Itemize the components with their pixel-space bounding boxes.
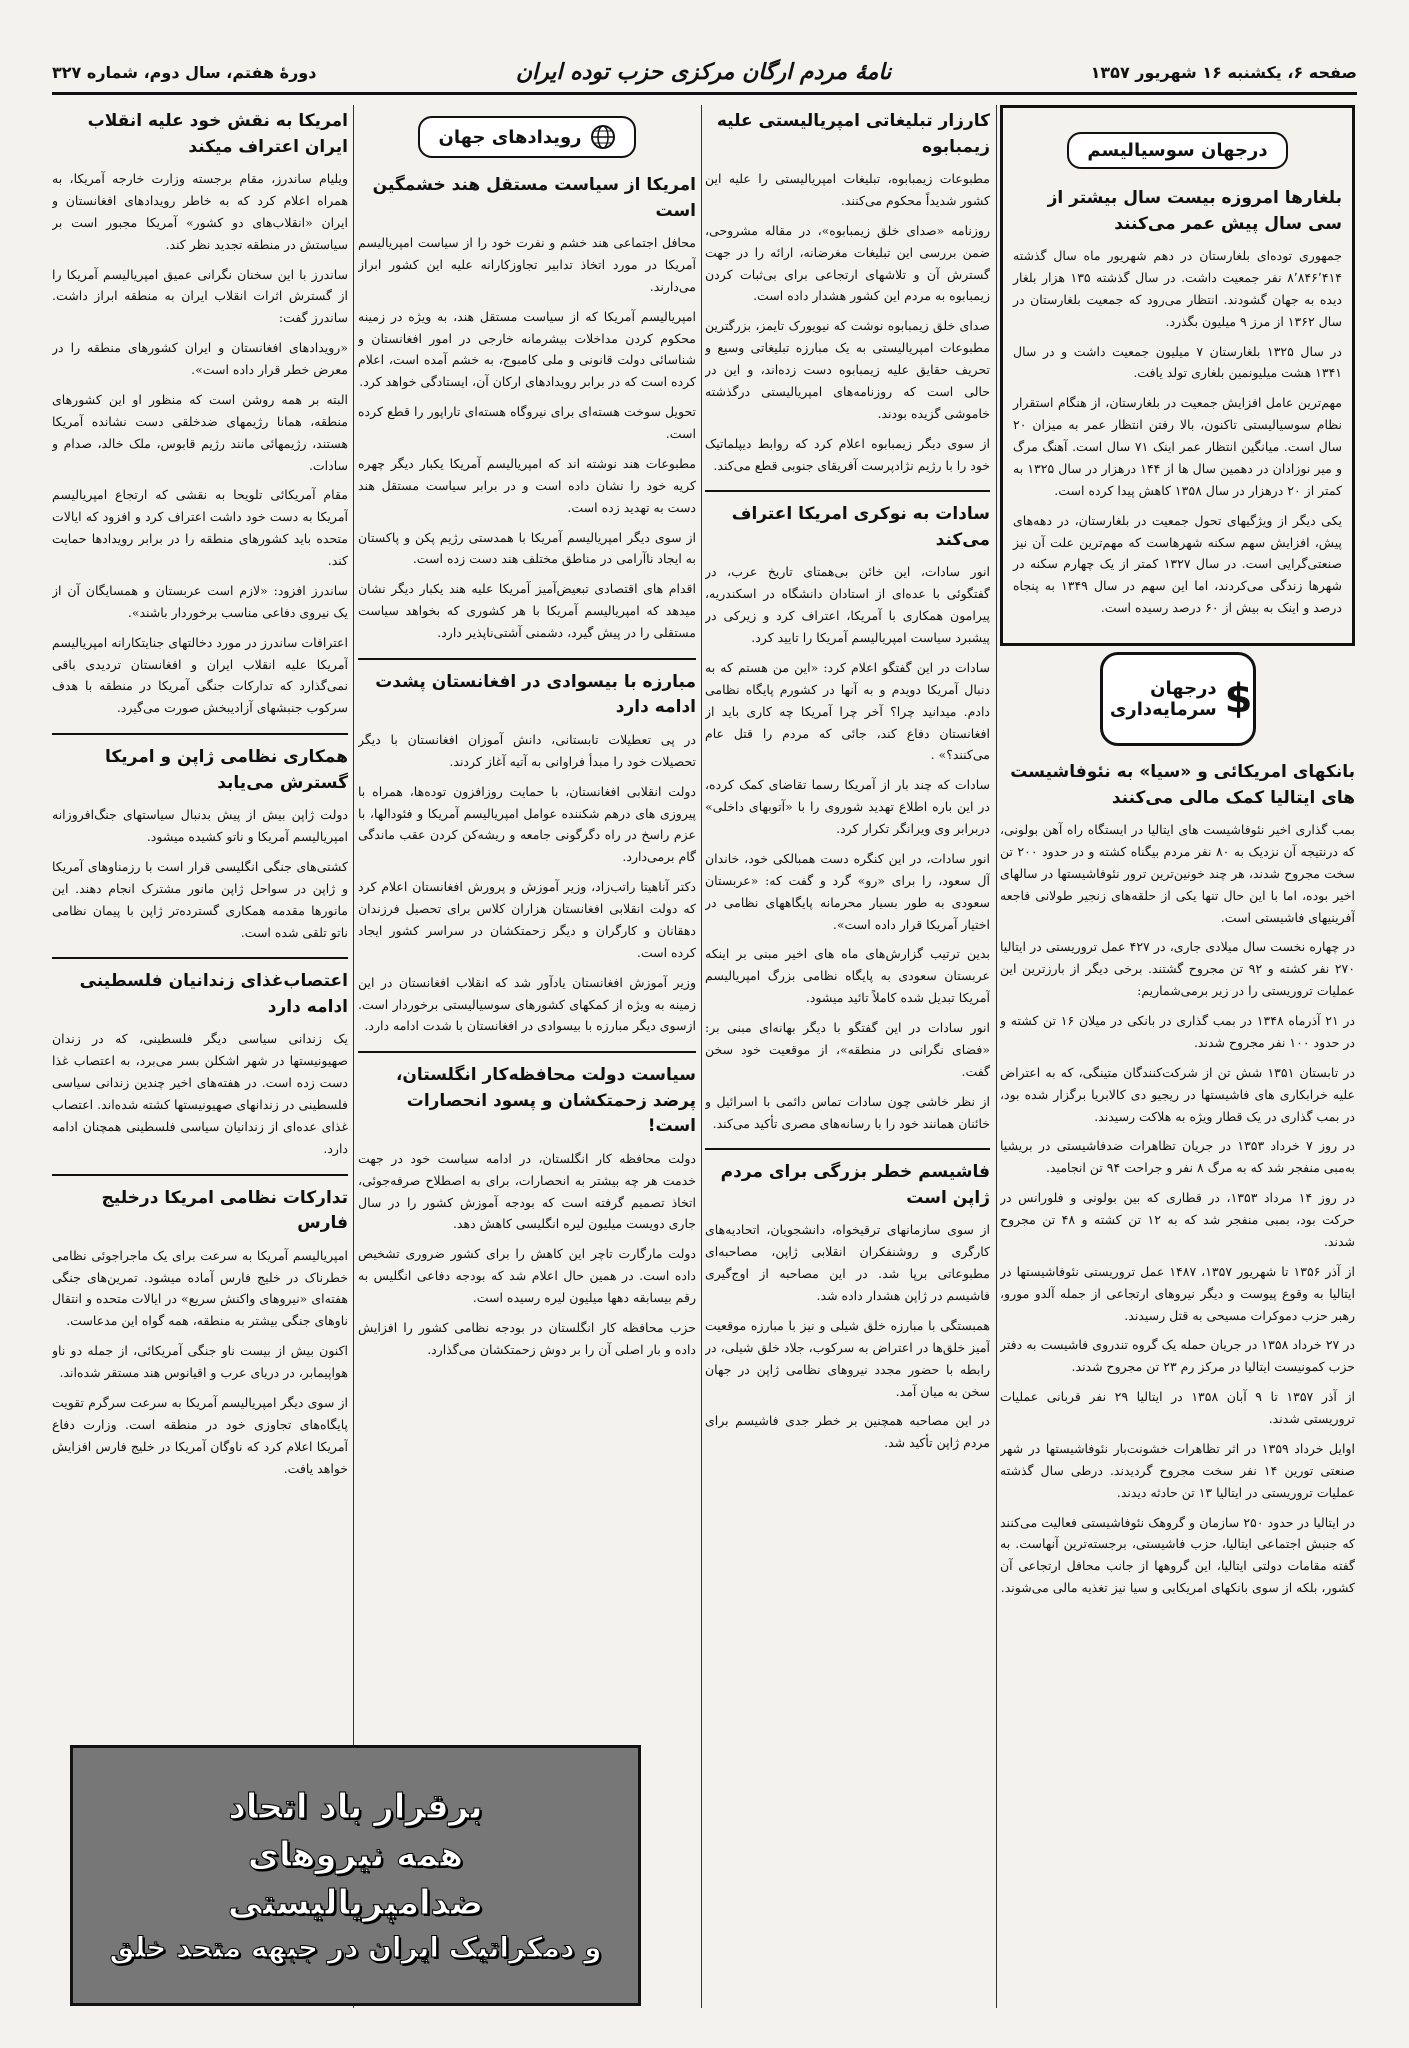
- article-paragraph: دولت انقلابی افغانستان، با حمایت روزافزون توده‌ها، همراه با پیروزی های درهم شکننده عوامل امپریالیسم آمریکا و فئودالها، با عزم راسخ در راه دگرگونی جامعه و ریشه‌کن کردن عقب ماندگی گام برمی‌دارد.: [358, 783, 696, 865]
- article-paragraph: مطبوعات زیمبابوه، تبلیغات امپریالیستی را علیه این کشور شدیداً محکوم می‌کنند.: [705, 171, 990, 208]
- poster-line: ضدامپریالیستی: [227, 1883, 484, 1923]
- article-paragraph: دولت ژاپن بیش از پیش بدنبال سیاستهای جنگ‌افروزانه امپریالیسم آمریکا و ناتو کشیده میشود.: [52, 807, 348, 844]
- world-events-banner-box: [418, 116, 635, 158]
- article-title: بانکهای امریکائی و «سیا» به نئوفاشیست های ایتالیا کمک مالی می‌کنند: [1010, 762, 1355, 808]
- article-title: کارزار تبلیغاتی امپریالیستی علیه زیمبابوه: [716, 111, 990, 157]
- article-paragraph: بمب گذاری اخیر نئوفاشیست های ایتالیا در ایستگاه راه آهن بولونی، که درنتیجه آن نزدیک به ۸۰ نفر مردم بیگناه کشته و در حدود ۲۰۰ تن سخت مجروح شدند، هر چند خونین‌ترین ترور نئوفاشیستها در سالهای اخیر بوده، اما با این حال تنها یکی از حلقه‌های زنجیر طولانی فاجعه آفرینیهای فاشیستی است.: [1000, 822, 1355, 925]
- article-paragraph: از آذر ۱۳۵۷ تا ۹ آبان ۱۳۵۸ در ایتالیا ۲۹ نفر قربانی عملیات تروریستی شدند.: [1000, 1389, 1355, 1426]
- article-afghanistan-literacy: [358, 670, 696, 1037]
- slogan-poster: [70, 1745, 641, 2006]
- article-paragraph: محافل اجتماعی هند خشم و نفرت خود را از سیاست امپریالیسم آمریکا در مورد اتخاذ تدابیر تجاوزکارانه علیه این کشور ابراز می‌دارند.: [358, 235, 696, 294]
- column-world-events: [358, 105, 696, 2008]
- article-title: امریکا از سیاست مستقل هند خشمگین است: [372, 175, 696, 221]
- article-paragraph: وزیر آموزش افغانستان یادآور شد که انقلاب افغانستان در این زمینه به ویژه از کمکهای کشورهای سوسیالیستی برخوردار است. ازسوی دیگر مبارزه با بیسوادی در افغانستان با شدت ادامه دارد.: [358, 974, 696, 1034]
- article-persian-gulf: [52, 1186, 348, 1480]
- article-paragraph: مقام آمریکائی تلویحا به نقشی که ارتجاع امپریالیسم آمریکا به دست خود داشت اعتراف کرد و افزود که ایالات متحده باید کشورهای منطقه را در برابر رویدادها حمایت کند.: [52, 487, 348, 568]
- article-paragraph: انور سادات در این گفتگو با دیگر بهانه‌ای مبنی بر: «فضای نگرانی در منطقه»، از موقعیت خود سخن گفت.: [705, 1020, 990, 1079]
- article-paragraph: اکنون بیش از بیست ناو جنگی آمریکائی، از جمله دو ناو هواپیمابر، در دریای عرب و اقیانوس هند مستقر شده‌اند.: [52, 1343, 348, 1380]
- article-paragraph: انور سادات، این خائن بی‌همتای تاریخ عرب، در گفتگوئی با عده‌ای از استادان دانشگاه در اسکندریه، پیرامون همکاری با آمریکا، اعتراف کرد و زیرکی در پیشبرد سیاست امپریالیسم آمریکا را تایید کرد.: [705, 564, 990, 645]
- article-title: اعتصاب‌غذای زندانیان فلسطینی ادامه دارد: [79, 971, 348, 1017]
- masthead-title: نامهٔ مردم ارگان مرکزی حزب توده ایران: [515, 59, 892, 85]
- world-events-banner-label: رویدادهای جهان: [438, 126, 582, 148]
- article-paragraph: از سوی دیگر زیمبابوه اعلام کرد که روابط دیپلماتیک خود را با رژیم نژادپرست آفریقای جنوبی قطع می‌کند.: [705, 435, 990, 473]
- article-us-iran: [52, 109, 348, 719]
- article-paragraph: یک زندانی سیاسی دیگر فلسطینی، که در زندان صهیونیستها در شهر اشکلن بسر می‌برد، به اعتصاب غذا دست زده است. در هفته‌های اخیر چندین زندانی سیاسی فلسطینی در زندانهای صهیونیستها کشته شده‌اند. اعتصاب غذای عده‌ای از زندانیان سیاسی فلسطینی همچنان ادامه دارد.: [52, 1031, 348, 1156]
- article-title: سیاست دولت محافظه‌کار انگلستان، پرضد زحمتکشان و پسود انحصارات است!: [395, 1065, 696, 1137]
- socialism-banner: [1013, 126, 1342, 174]
- world-events-banner: [358, 113, 696, 161]
- article-paragraph: از سوی دیگر امپریالیسم آمریکا با همدستی رژیم پکن و پاکستان به ایجاد ناآرامی در مناطق مختلف هند دست زده است.: [358, 529, 696, 567]
- article-paragraph: دولت محافظه کار انگلستان، در ادامه سیاست خود در جهت خدمت هر چه بیشتر به انحصارات، برای به اصطلاح صرفه‌جوئی، اتخاذ تصمیم گرفته است که بودجه آموزش کشور را در سال جاری دویست میلیون لیره انگلیسی کاهش دهد.: [358, 1150, 696, 1232]
- article-paragraph: از سوی دیگر امپریالیسم آمریکا به سرعت سرگرم تقویت پایگاه‌های تجاوزی خود در منطقه است. وزارت دفاع آمریکا اعلام کرد که ناوگان آمریکا در خلیج فارس افزایش خواهد یافت.: [52, 1394, 348, 1476]
- capitalism-banner-label: درجهان سرمایه‌داری: [1109, 678, 1217, 720]
- article-paragraph: دولت مارگارت تاچر این کاهش را برای کشور ضروری تشخیص داده است. در همین حال اعلام شد که بودجه دفاعی انگلیس به رقم بیسابقه دهها میلیون لیره رسیده است.: [358, 1246, 696, 1305]
- masthead-date: صفحه ۶، یکشنبه ۱۶ شهریور ۱۳۵۷: [1090, 62, 1357, 82]
- masthead: [52, 52, 1357, 95]
- article-paragraph: کشتی‌های جنگی انگلیسی قرار است با رزمناوهای آمریکا و ژاپن در سواحل ژاپن مانور مشترک انجام دهند. این مانورها مقدمه همکاری گسترده‌تر ژاپن با پیمان نظامی ناتو تلقی شده است.: [52, 858, 348, 940]
- globe-icon: [590, 124, 616, 150]
- article-paragraph: انور سادات، در این کنگره دست همبالکی خود، خاندان آل سعود، را برای «رو» گرد و گفت که: «عربستان سعودی به طور بسیار محرمانه پایگاههای نظامی در اختیار آمریکا قرار داده است».: [705, 850, 990, 932]
- poster-line: همه نیروهای: [247, 1835, 464, 1875]
- article-paragraph: از آذر ۱۳۵۶ تا شهریور ۱۳۵۷، ۱۴۸۷ عمل تروریستی نئوفاشیستها در ایتالیا به وقوع پیوست و دیگر نیروهای ارتجاعی از جمله آلدو مورو، رهبر حزب دموکرات مسیحی به قتل رسیدند.: [1000, 1263, 1355, 1323]
- article-paragraph: امپریالیسم آمریکا به سرعت برای یک ماجراجوئی نظامی خطرناک در خلیج فارس آماده میشود. تمرین‌های جنگی هفته‌ای «نیروهای واکنش سریع» در ایالات متحده و انتقال ناوهای جنگی بیشتر به منطقه، همه گواه این مدعاست.: [52, 1247, 348, 1329]
- article-paragraph: در ۲۷ خرداد ۱۳۵۸ در جریان حمله یک گروه تندروی فاشیست به دفتر حزب کمونیست ایتالیا در مرکز رم ۲۳ تن مجروح شدند.: [1000, 1337, 1355, 1375]
- article-bulgaria: [1013, 186, 1342, 619]
- article-paragraph: در تابستان ۱۳۵۱ شش تن از شرکت‌کنندگان متینگی، که به اعتراض علیه خرابکاری های فاشیستها در ریجیو دی کالابریا برگزار شده بود، در بمب گذاری در یک قطار ویژه به هلاکت رسیدند.: [1000, 1064, 1355, 1124]
- article-paragraph: مهم‌ترین عامل افزایش جمعیت در بلغارستان، از هنگام استقرار نظام سوسیالیستی تاکنون، بالا رفتن انتظار عمر به میزان ۲۰ سال است. میانگین انتظار عمر اینک ۷۱ سال است. آهنگ مرگ و میر نوزادان در دهمین سال ها از ۱۴۴ درهزار در سال ۱۳۲۵ به کمتر از ۲۰ درهزار در سال ۱۳۵۸ کاهش پیدا کرده است.: [1013, 395, 1342, 498]
- article-paragraph: همبستگی با مبارزه خلق شیلی و نیز با مبارزه موقعیت آمیز خلق‌ها در اعتراض به سرکوب، جلاد خلق شیلی، در رابطه با حضور مجدد نیروهای نظامی ژاپن در جهان سخن به میان آمد.: [705, 1317, 990, 1399]
- article-paragraph: در چهاره نخست سال میلادی جاری، در ۴۲۷ عمل تروریستی در ایتالیا ۲۷۰ نفر کشته و ۹۲ تن مجروح گشتند. برخی دیگر از بارزترین این عملیات تروریستی را در زیر برمی‌شماریم:: [1000, 939, 1355, 999]
- article-paragraph: اقدام های اقتصادی تبعیض‌آمیز آمریکا علیه هند یکبار دیگر نشان میدهد که امپریالیسم آمریکا با هر کشوری که بخواهد سیاست مستقلی را در پیش گیرد، دشمنی آشتی‌ناپذیر دارد.: [358, 581, 696, 640]
- article-paragraph: در پی تعطیلات تابستانی، دانش آموزان افغانستان با دیگر تحصیلات خود را مبدأ فراوانی به آتیه آغاز کردند.: [358, 731, 696, 769]
- article-title: مبارزه با بیسوادی در افغانستان پشدت ادامه دارد: [375, 671, 696, 718]
- article-title: بلغارها امروزه بیست سال بیشتر از سی سال پیش عمر می‌کنند: [1047, 188, 1342, 234]
- dollar-icon: $: [1224, 676, 1253, 722]
- article-paragraph: از نظر خاشی چون سادات تماس دائمی با اسرائیل و خائنان همانند خود را با رسانه‌های مصری تأکید می‌کند.: [705, 1093, 990, 1131]
- article-paragraph: سادات که چند بار از آمریکا رسما تقاضای کمک کرده، در این باره اطلاع تهدید شوروی را با «آتوبهای داخلی» دربرابر وی ویرانگر تکرار کرد.: [705, 777, 990, 836]
- article-paragraph: ساندرز افزود: «لازم است عربستان و همسایگان آن از یک نیروی دفاعی مناسب برخوردار باشند».: [52, 582, 348, 620]
- article-paragraph: ویلیام ساندرز، مقام برجسته وزارت خارجه آمریکا، به همراه اعلام کرد که به خاطر رویدادهای افغانستان و ایران «انقلاب‌های دو کشور» آمریکا مجبور است بر سیاستش در منطقه تجدید نظر کند.: [52, 171, 348, 252]
- article-palestinian-prisoners: [52, 969, 348, 1159]
- column-zimbabwe-sadat: [705, 105, 990, 2008]
- article-paragraph: البته بر همه روشن است که منظور او این کشورهای منطقه، همانا رژیمهای ضدخلقی دست نشانده آمریکا هستند، رژیمهائی مانند رژیم قابوس، ملک خالد، صدام و سادات.: [52, 391, 348, 473]
- article-sadat: [705, 502, 990, 1134]
- article-paragraph: از سوی سازمانهای ترقیخواه، دانشجویان، اتحادیه‌های کارگری و روشنفکران انقلابی ژاپن، مصاحبه‌ای مطبوعاتی برپا شد. در این مصاحبه از اوج‌گیری فاشیسم در ژاپن هشدار داده شد.: [705, 1222, 990, 1303]
- article-paragraph: «رویدادهای افغانستان و ایران کشورهای منطقه را در معرض خطر قرار داده است».: [52, 340, 348, 377]
- divider: [358, 1051, 696, 1053]
- article-title: امریکا به نقش خود علیه انقلاب ایران اعتراف میکند: [87, 111, 348, 157]
- article-paragraph: اوایل خرداد ۱۳۵۹ در اثر تظاهرات خشونت‌بار نئوفاشیستها در شهر صنعتی تورین ۱۴ نفر سخت مجروح گردیدند. درطی سال گذشته عملیات تروریستی در ایتالیا ۱۳ تن حادثه دیدند.: [1000, 1440, 1355, 1500]
- article-japan-fascism: [705, 1160, 990, 1454]
- article-paragraph: جمهوری توده‌ای بلغارستان در دهم شهریور ماه سال گذشته ۸٬۸۴۶٬۴۱۴ نفر جمعیت داشت. در سال گذشته ۱۳۵ هزار بلغار دیده به جهان گشودند. انتظار می‌رود که جمعیت بلغارستان در سال ۱۳۶۲ از مرز ۹ میلیون بگذرد.: [1013, 248, 1343, 329]
- article-italy-fascists: [1000, 760, 1355, 1599]
- article-paragraph: بدین ترتیب گزارش‌های ماه های اخیر مبنی بر اینکه عربستان سعودی به پایگاه نظامی بزرگ امپریالیسم آمریکا تبدیل شده کاملاً تائید میشود.: [705, 946, 990, 1006]
- article-paragraph: در روز ۷ خرداد ۱۳۵۳ در جریان تظاهرات ضدفاشیستی در بریشیا به‌مبی منفجر شد که به مرگ ۸ نفر و جراحت ۹۴ تن انجامید.: [1000, 1138, 1355, 1176]
- article-paragraph: سادات در این گفتگو اعلام کرد: «این من هستم که به دنبال آمریکا دویدم و به آنها در کشورم پایگاه نظامی دادم. میدانید چرا؟ آخر چرا آمریکا چه کاری باید از افغانستان دفاع کند، جائی که مردم را قتل عام می‌کنند؟» .: [705, 659, 990, 763]
- poster-line: برقرار باد اتحاد: [228, 1787, 483, 1827]
- column-us-iran: [52, 105, 348, 1728]
- article-paragraph: ساندرز با این سخنان نگرانی عمیق امپریالیسم آمریکا را از گسترش اثرات انقلاب ایران به منطقه ابراز داشت. ساندرز گفت:: [52, 266, 348, 326]
- socialism-banner-label: درجهان سوسیالیسم: [1087, 139, 1268, 161]
- article-paragraph: روزنامه «صدای خلق زیمبابوه»، در مقاله مشروحی، ضمن بررسی این تبلیغات مغرضانه، ارائه را در جهت گسترش آن و تلاشهای ارتجاعی برای بی‌ثبات کردن زیمبابوه به مردم این کشور هشدار داده است.: [705, 222, 990, 304]
- article-paragraph: یکی دیگر از ویژگیهای تحول جمعیت در بلغارستان، در دهه‌های پیش، افزایش سهم سکنه شهرهاست که مهم‌ترین علت آن نیز صنعتی‌گرایی است. در سال ۱۳۲۷ کمتر از یک چهارم سکنه در شهرها زندگی می‌کردند، اما این سهم در سال ۱۳۴۹ به پنجاه درصد و اینک به بیش از ۶۰ درصد رسیده است.: [1013, 512, 1343, 616]
- divider: [52, 957, 348, 959]
- article-paragraph: حزب محافظه کار انگلستان در بودجه نظامی کشور را افزایش داده و بار اصلی آن را بر دوش زحمتکشان می‌گذارد.: [358, 1319, 696, 1357]
- article-title: سادات به نوکری امریکا اعتراف می‌کند: [731, 504, 990, 550]
- article-title: همکاری نظامی ژاپن و امریکا گسترش می‌یابد: [105, 747, 348, 793]
- article-paragraph: امپریالیسم آمریکا که از سیاست مستقل هند، به ویژه در زمینه محکوم کردن مداخلات بیشرمانه خارجی در امور افغانستان و شناسائی دولت قانونی و ملی کامبوج، به خشم آمده است، اعلام کرده است که در برابر رویدادهای ارکان آن، ایستادگی خواهد کرد.: [358, 308, 696, 390]
- article-paragraph: اعترافات ساندرز در مورد دخالتهای جنایتکارانه امپریالیسم آمریکا علیه انقلاب ایران و افغانستان تردیدی باقی نمی‌گذارد که تدارکات جنگی آمریکا در منطقه با هدف سرکوب جنبشهای آزادیبخش صورت می‌گیرد.: [52, 634, 348, 716]
- column-rule: [996, 105, 997, 2008]
- article-britain: [358, 1063, 696, 1360]
- article-paragraph: صدای خلق زیمبابوه نوشت که نیویورک تایمز، بزرگترین مطبوعات امپریالیستی به یک مبارزه تبلیغاتی وسیع و تحریف حقایق علیه زیمبابوه دست زده‌اند، و این در حالی است که روزنامه‌های امپریالیستی درگذشته خاموشی گزیده بودند.: [705, 318, 990, 421]
- article-paragraph: در سال ۱۳۲۵ بلغارستان ۷ میلیون جمعیت داشت و در سال ۱۳۴۱ هشت میلیونمین بلغاری تولد یافت.: [1013, 343, 1342, 381]
- article-paragraph: در این مصاحبه همچنین بر خطر جدی فاشیسم برای مردم ژاپن تأکید شد.: [705, 1413, 990, 1451]
- column-socialism-capitalism: [1000, 105, 1355, 2008]
- divider: [705, 490, 990, 492]
- divider: [705, 1148, 990, 1150]
- column-rule: [701, 105, 702, 2008]
- article-paragraph: تحویل سوخت هسته‌ای برای نیروگاه هسته‌ای تاراپور را قطع کرده است.: [358, 404, 696, 441]
- capitalism-banner: [1100, 652, 1256, 746]
- divider: [358, 658, 696, 660]
- article-paragraph: در ایتالیا در حدود ۲۵۰ سازمان و گروهک نئوفاشیستی فعالیت می‌کنند که جنبش اجتماعی ایتالیا، حزب فاشیستی، برجسته‌ترین آنهاست. به گفته مقامات دولتی ایتالیا، این گروهها از جانب محافل ارتجاعی آن کشور، بلکه از سوی بانکهای امریکایی و سیا نیز تغذیه مالی می‌شوند.: [1000, 1514, 1355, 1596]
- masthead-issue: دورهٔ هفتم، سال دوم، شماره ۳۲۷: [52, 62, 317, 82]
- article-title: فاشیسم خطر بزرگی برای مردم ژاپن است: [720, 1162, 990, 1208]
- socialism-box: [1000, 105, 1355, 646]
- divider: [52, 733, 348, 735]
- article-japan-us: [52, 745, 348, 943]
- article-title: تدارکات نظامی امریکا درخلیج فارس: [101, 1187, 348, 1234]
- article-india: [358, 173, 696, 644]
- article-paragraph: در ۲۱ آذرماه ۱۳۴۸ در بمب گذاری در بانکی در میلان ۱۶ تن کشته و در حدود ۱۰۰ نفر مجروح شدند.: [1000, 1013, 1355, 1050]
- divider: [52, 1174, 348, 1176]
- article-paragraph: مطبوعات هند نوشته اند که امپریالیسم آمریکا یکبار دیگر چهره کریه خود را نشان داده است و در برابر سیاست مستقل هند دست به تهدید زده است.: [358, 455, 696, 515]
- column-rule: [353, 105, 354, 2008]
- article-zimbabwe: [705, 109, 990, 476]
- socialism-banner-box: [1067, 132, 1287, 169]
- article-paragraph: در روز ۱۴ مرداد ۱۳۵۳، در قطاری که بین بولونی و فلورانس در حرکت بود، بمبی منفجر شد که به ۱۲ تن کشته و ۴۸ تن مجروح شدند.: [1000, 1190, 1355, 1249]
- article-paragraph: دکتر آناهیتا راتب‌زاد، وزیر آموزش و پرورش افغانستان اعلام کرد که دولت انقلابی افغانستان هزاران کلاس برای تحصیل فرزندان دهقانان و کارگران و دیگر زحمتکشان در سراسر کشور ایجاد کرده است.: [358, 879, 696, 960]
- poster-line: و دمکراتیک ایران در جبهه متحد خلق: [109, 1931, 602, 1964]
